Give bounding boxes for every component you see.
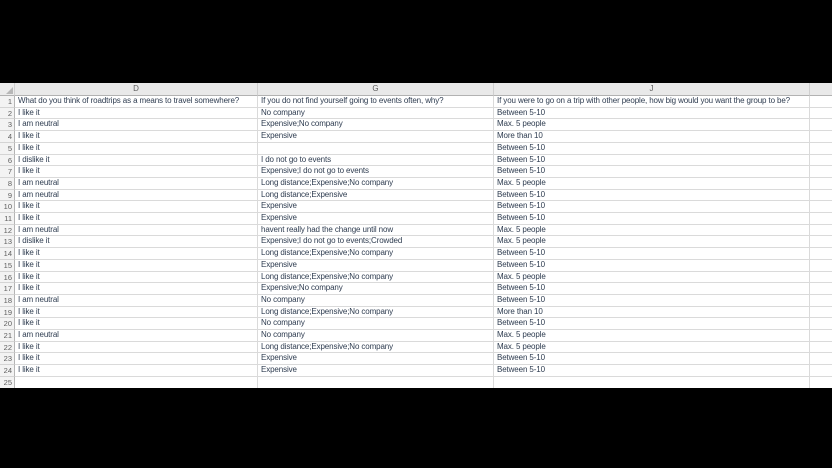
- cell-d[interactable]: I like it: [15, 143, 258, 155]
- cell-extra[interactable]: [810, 248, 832, 260]
- cell-j[interactable]: Between 5-10: [494, 190, 810, 202]
- table-row: [0, 365, 832, 377]
- cell-d[interactable]: I like it: [15, 342, 258, 354]
- cell-d[interactable]: I like it: [15, 318, 258, 330]
- cell-j[interactable]: Between 5-10: [494, 365, 810, 377]
- table-row: [0, 248, 832, 260]
- cell-extra[interactable]: [810, 131, 832, 143]
- cell-extra[interactable]: [810, 295, 832, 307]
- table-row: [0, 330, 832, 342]
- cell-d[interactable]: I dislike it: [15, 155, 258, 167]
- cell-g[interactable]: No company: [258, 330, 494, 342]
- spreadsheet: [0, 83, 832, 388]
- row-number[interactable]: 24: [0, 365, 15, 377]
- cell-j[interactable]: Max. 5 people: [494, 225, 810, 237]
- cell-extra[interactable]: [810, 365, 832, 377]
- cell-j[interactable]: If you were to go on a trip with other people, how big would you want the group to be?: [494, 96, 810, 108]
- table-row: [0, 190, 832, 202]
- cell-j[interactable]: Between 5-10: [494, 201, 810, 213]
- row-number[interactable]: 11: [0, 213, 15, 225]
- cell-j[interactable]: Between 5-10: [494, 108, 810, 120]
- row-number[interactable]: 14: [0, 248, 15, 260]
- row-number[interactable]: 21: [0, 330, 15, 342]
- select-all-corner[interactable]: [0, 83, 15, 96]
- row-number[interactable]: 25: [0, 377, 15, 388]
- cell-d[interactable]: [15, 377, 258, 388]
- cell-extra[interactable]: [810, 342, 832, 354]
- cell-g[interactable]: Expensive: [258, 260, 494, 272]
- cell-extra[interactable]: [810, 178, 832, 190]
- cell-j[interactable]: Max. 5 people: [494, 236, 810, 248]
- cell-j[interactable]: Between 5-10: [494, 213, 810, 225]
- cell-extra[interactable]: [810, 353, 832, 365]
- table-row: [0, 108, 832, 120]
- cell-g[interactable]: No company: [258, 108, 494, 120]
- row-number[interactable]: 17: [0, 283, 15, 295]
- cell-extra[interactable]: [810, 108, 832, 120]
- row-number[interactable]: 15: [0, 260, 15, 272]
- cell-extra[interactable]: [810, 143, 832, 155]
- cell-d[interactable]: I dislike it: [15, 236, 258, 248]
- table-row: [0, 260, 832, 272]
- cell-d[interactable]: I like it: [15, 166, 258, 178]
- table-row: [0, 143, 832, 155]
- cell-g[interactable]: Expensive;I do not go to events;Crowded: [258, 236, 494, 248]
- column-header-extra[interactable]: [810, 83, 832, 96]
- cell-j[interactable]: Between 5-10: [494, 155, 810, 167]
- table-row: [0, 272, 832, 284]
- cell-extra[interactable]: [810, 330, 832, 342]
- table-row: [0, 155, 832, 167]
- cell-g[interactable]: havent really had the change until now: [258, 225, 494, 237]
- cell-d[interactable]: I like it: [15, 307, 258, 319]
- cell-d[interactable]: I like it: [15, 365, 258, 377]
- cell-j[interactable]: Between 5-10: [494, 248, 810, 260]
- table-row: [0, 131, 832, 143]
- cell-g[interactable]: Long distance;Expensive;No company: [258, 307, 494, 319]
- table-row: [0, 178, 832, 190]
- row-number[interactable]: 3: [0, 119, 15, 131]
- grid-rows: [0, 96, 832, 388]
- table-row: [0, 213, 832, 225]
- cell-j[interactable]: Between 5-10: [494, 283, 810, 295]
- row-number[interactable]: 13: [0, 236, 15, 248]
- table-row: [0, 353, 832, 365]
- cell-j[interactable]: Max. 5 people: [494, 178, 810, 190]
- cell-extra[interactable]: [810, 166, 832, 178]
- cell-extra[interactable]: [810, 260, 832, 272]
- cell-j[interactable]: Between 5-10: [494, 143, 810, 155]
- cell-j[interactable]: Between 5-10: [494, 295, 810, 307]
- row-number[interactable]: 6: [0, 155, 15, 167]
- cell-extra[interactable]: [810, 272, 832, 284]
- column-header-row: [0, 83, 832, 96]
- row-number[interactable]: 4: [0, 131, 15, 143]
- cell-g[interactable]: Long distance;Expensive;No company: [258, 272, 494, 284]
- cell-extra[interactable]: [810, 225, 832, 237]
- row-number[interactable]: 20: [0, 318, 15, 330]
- cell-g[interactable]: Expensive;I do not go to events: [258, 166, 494, 178]
- cell-g[interactable]: No company: [258, 295, 494, 307]
- cell-j[interactable]: Between 5-10: [494, 353, 810, 365]
- row-number[interactable]: 10: [0, 201, 15, 213]
- cell-extra[interactable]: [810, 377, 832, 388]
- cell-j[interactable]: More than 10: [494, 131, 810, 143]
- cell-d[interactable]: I am neutral: [15, 190, 258, 202]
- letterbox-top: [0, 0, 832, 83]
- cell-d[interactable]: I like it: [15, 201, 258, 213]
- select-all-icon: [6, 87, 13, 94]
- cell-g[interactable]: Expensive;No company: [258, 283, 494, 295]
- cell-d[interactable]: I like it: [15, 283, 258, 295]
- column-header-j[interactable]: J: [494, 83, 810, 96]
- cell-j[interactable]: Between 5-10: [494, 166, 810, 178]
- cell-j[interactable]: Between 5-10: [494, 260, 810, 272]
- table-row: [0, 342, 832, 354]
- cell-g[interactable]: Expensive: [258, 353, 494, 365]
- cell-g[interactable]: Long distance;Expensive: [258, 190, 494, 202]
- cell-g[interactable]: Expensive;No company: [258, 119, 494, 131]
- table-row: [0, 236, 832, 248]
- cell-j[interactable]: Max. 5 people: [494, 330, 810, 342]
- cell-j[interactable]: Between 5-10: [494, 318, 810, 330]
- cell-d[interactable]: I like it: [15, 131, 258, 143]
- cell-g[interactable]: Expensive: [258, 213, 494, 225]
- cell-d[interactable]: I am neutral: [15, 178, 258, 190]
- cell-extra[interactable]: [810, 190, 832, 202]
- cell-j[interactable]: More than 10: [494, 307, 810, 319]
- row-number[interactable]: 18: [0, 295, 15, 307]
- cell-g[interactable]: Expensive: [258, 201, 494, 213]
- cell-g[interactable]: No company: [258, 318, 494, 330]
- row-number[interactable]: 1: [0, 96, 15, 108]
- column-header-g[interactable]: G: [258, 83, 494, 96]
- cell-j[interactable]: [494, 377, 810, 388]
- cell-d[interactable]: I like it: [15, 353, 258, 365]
- cell-g[interactable]: [258, 143, 494, 155]
- cell-extra[interactable]: [810, 201, 832, 213]
- table-row: [0, 318, 832, 330]
- row-number[interactable]: 22: [0, 342, 15, 354]
- cell-j[interactable]: Max. 5 people: [494, 272, 810, 284]
- cell-j[interactable]: Max. 5 people: [494, 342, 810, 354]
- cell-extra[interactable]: [810, 283, 832, 295]
- row-number[interactable]: 5: [0, 143, 15, 155]
- row-number[interactable]: 2: [0, 108, 15, 120]
- table-row: [0, 283, 832, 295]
- cell-d[interactable]: I am neutral: [15, 295, 258, 307]
- column-header-d[interactable]: D: [15, 83, 258, 96]
- cell-d[interactable]: I like it: [15, 272, 258, 284]
- table-row: [0, 295, 832, 307]
- row-number[interactable]: 8: [0, 178, 15, 190]
- cell-extra[interactable]: [810, 318, 832, 330]
- cell-d[interactable]: I like it: [15, 248, 258, 260]
- cell-g[interactable]: If you do not find yourself going to events often, why?: [258, 96, 494, 108]
- cell-extra[interactable]: [810, 213, 832, 225]
- table-row: [0, 225, 832, 237]
- table-row: [0, 307, 832, 319]
- cell-g[interactable]: Long distance;Expensive;No company: [258, 178, 494, 190]
- row-number[interactable]: 23: [0, 353, 15, 365]
- cell-d[interactable]: I like it: [15, 108, 258, 120]
- cell-d[interactable]: I like it: [15, 213, 258, 225]
- row-number[interactable]: 12: [0, 225, 15, 237]
- cell-g[interactable]: Long distance;Expensive;No company: [258, 342, 494, 354]
- cell-extra[interactable]: [810, 307, 832, 319]
- cell-extra[interactable]: [810, 96, 832, 108]
- table-row: [0, 377, 832, 388]
- row-number[interactable]: 9: [0, 190, 15, 202]
- cell-extra[interactable]: [810, 155, 832, 167]
- table-row: [0, 96, 832, 108]
- table-row: [0, 119, 832, 131]
- cell-g[interactable]: Expensive: [258, 365, 494, 377]
- cell-g[interactable]: Long distance;Expensive;No company: [258, 248, 494, 260]
- row-number[interactable]: 16: [0, 272, 15, 284]
- cell-d[interactable]: I am neutral: [15, 119, 258, 131]
- cell-g[interactable]: I do not go to events: [258, 155, 494, 167]
- cell-d[interactable]: What do you think of roadtrips as a means to travel somewhere?: [15, 96, 258, 108]
- letterbox-bottom: [0, 388, 832, 468]
- row-number[interactable]: 7: [0, 166, 15, 178]
- cell-g[interactable]: Expensive: [258, 131, 494, 143]
- cell-extra[interactable]: [810, 119, 832, 131]
- cell-extra[interactable]: [810, 236, 832, 248]
- cell-g[interactable]: [258, 377, 494, 388]
- row-number[interactable]: 19: [0, 307, 15, 319]
- cell-d[interactable]: I am neutral: [15, 225, 258, 237]
- table-row: [0, 166, 832, 178]
- cell-j[interactable]: Max. 5 people: [494, 119, 810, 131]
- table-row: [0, 201, 832, 213]
- cell-d[interactable]: I am neutral: [15, 330, 258, 342]
- cell-d[interactable]: I like it: [15, 260, 258, 272]
